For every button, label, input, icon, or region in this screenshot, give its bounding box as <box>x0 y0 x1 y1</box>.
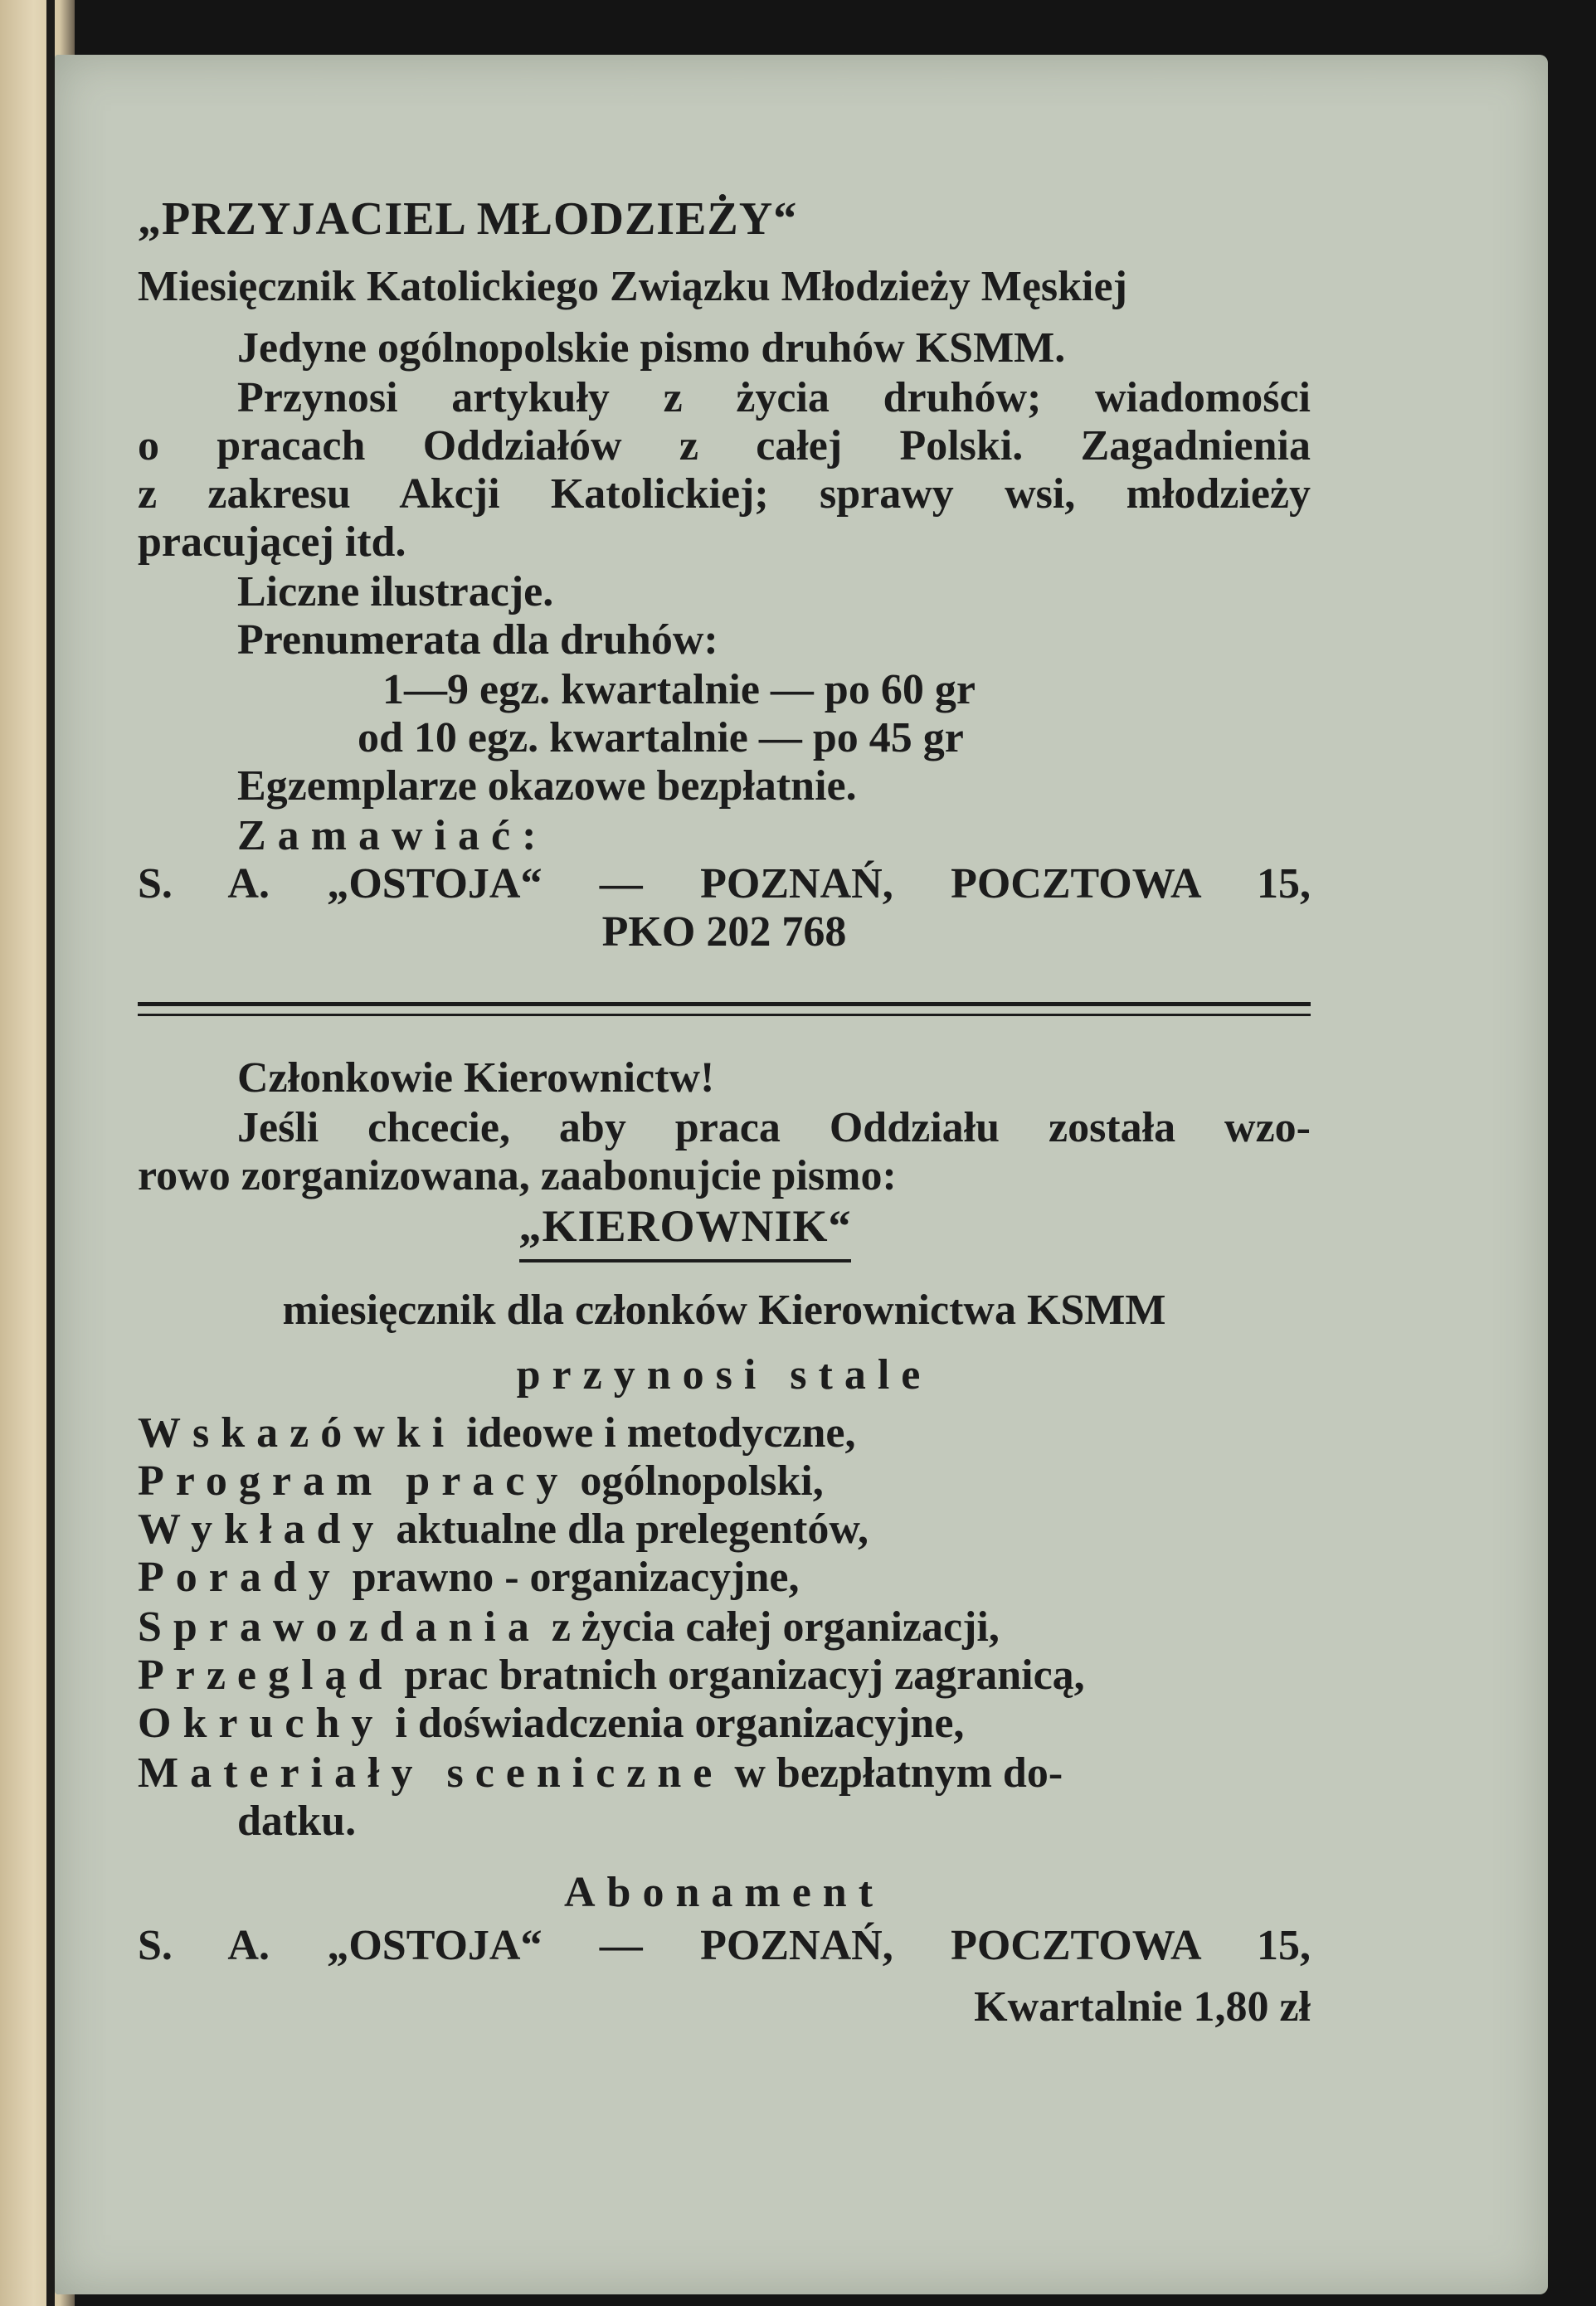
ad1-price-line-1: 1—9 egz. kwartalnie — po 60 gr <box>382 666 976 713</box>
list-item-rest: prac bratnich organizacyj zagranicą, <box>404 1652 1085 1699</box>
list-item-rest: z życia całej organizacji, <box>551 1603 1000 1651</box>
list-item-lead: Sprawozdania <box>138 1603 541 1651</box>
ad2-title-underline <box>519 1259 851 1262</box>
ad2-address: S. A. „OSTOJA“ — POZNAŃ, POCZTOWA 15, <box>138 1922 1311 1969</box>
list-item-continuation: datku. <box>237 1798 357 1845</box>
list-item-lead: Porady <box>138 1554 342 1601</box>
list-item <box>138 1408 855 1458</box>
ad1-body-line-3: z zakresu Akcji Katolickiej; sprawy wsi, młodzieży <box>138 470 1311 518</box>
ad2-brings-label: przynosi stale <box>516 1351 932 1399</box>
list-item-lead: Wskazówki <box>138 1409 456 1457</box>
ad1-body-line-4: pracującej itd. <box>138 518 406 566</box>
list-item <box>138 1457 824 1506</box>
list-item <box>138 1603 1000 1652</box>
ad1-body-line-2: o pracach Oddziałów z całej Polski. Zagadnienia <box>138 422 1311 469</box>
ad1-sole-journal: Jedyne ogólnopolskie pismo druhów KSMM. <box>237 324 1066 372</box>
ad1-illustrations: Liczne ilustracje. <box>237 568 554 615</box>
ad1-order-label: Zamawiać: <box>237 812 548 859</box>
list-item-rest: prawno - organizacyjne, <box>352 1554 800 1601</box>
list-item-rest: aktualne dla prelegentów, <box>396 1506 869 1553</box>
ad2-intro-line-2: rowo zorganizowana, zaabonujcie pismo: <box>138 1152 897 1199</box>
list-item-rest: ogólnopolski, <box>580 1457 824 1505</box>
binding-edge <box>46 0 55 2306</box>
ad1-address: S. A. „OSTOJA“ — POZNAŃ, POCZTOWA 15, <box>138 860 1311 907</box>
ad2-subtitle: miesięcznik dla członków Kierownictwa KSMM <box>282 1287 1166 1334</box>
ad2-greeting: Członkowie Kierownictw! <box>237 1054 715 1102</box>
list-item <box>138 1699 964 1749</box>
section-divider-bottom <box>138 1014 1311 1016</box>
list-item <box>138 1749 1063 1798</box>
list-item-rest: w bezpłatnym do- <box>734 1749 1063 1797</box>
ad1-title: „PRZYJACIEL MŁODZIEŻY“ <box>138 193 798 245</box>
ad2-intro-line-1: Jeśli chcecie, aby praca Oddziału została wzo- <box>237 1104 1311 1151</box>
list-item-lead: Przegląd <box>138 1652 394 1699</box>
ad1-subscription-label: Prenumerata dla druhów: <box>237 616 718 664</box>
ad1-subtitle: Miesięcznik Katolickiego Związku Młodzieży Męskiej <box>138 263 1127 310</box>
list-item-lead: Program pracy <box>138 1457 570 1505</box>
ad1-price-line-2: od 10 egz. kwartalnie — po 45 gr <box>358 714 964 761</box>
ad1-pko-account: PKO 202 768 <box>601 908 847 956</box>
ad1-free-samples: Egzemplarze okazowe bezpłatnie. <box>237 762 857 810</box>
list-item <box>138 1651 1085 1700</box>
list-item <box>138 1505 869 1554</box>
ad2-quarterly-price: Kwartalnie 1,80 zł <box>974 1983 1311 2031</box>
list-item-rest: ideowe i metodyczne, <box>466 1409 856 1457</box>
list-item-rest: i doświadczenia organizacyjne, <box>395 1700 965 1747</box>
page <box>55 55 1548 2294</box>
list-item-lead: Materiały sceniczne <box>138 1749 724 1797</box>
ad2-abonament-label: Abonament <box>563 1869 885 1916</box>
list-item-lead: Wykłady <box>138 1506 386 1553</box>
ad1-body-line-1: Przynosi artykuły z życia druhów; wiadomości <box>237 374 1311 421</box>
ad2-title: „KIEROWNIK“ <box>518 1201 852 1251</box>
list-item-lead: Okruchy <box>138 1700 385 1747</box>
section-divider-top <box>138 1002 1311 1006</box>
list-item <box>138 1553 799 1603</box>
